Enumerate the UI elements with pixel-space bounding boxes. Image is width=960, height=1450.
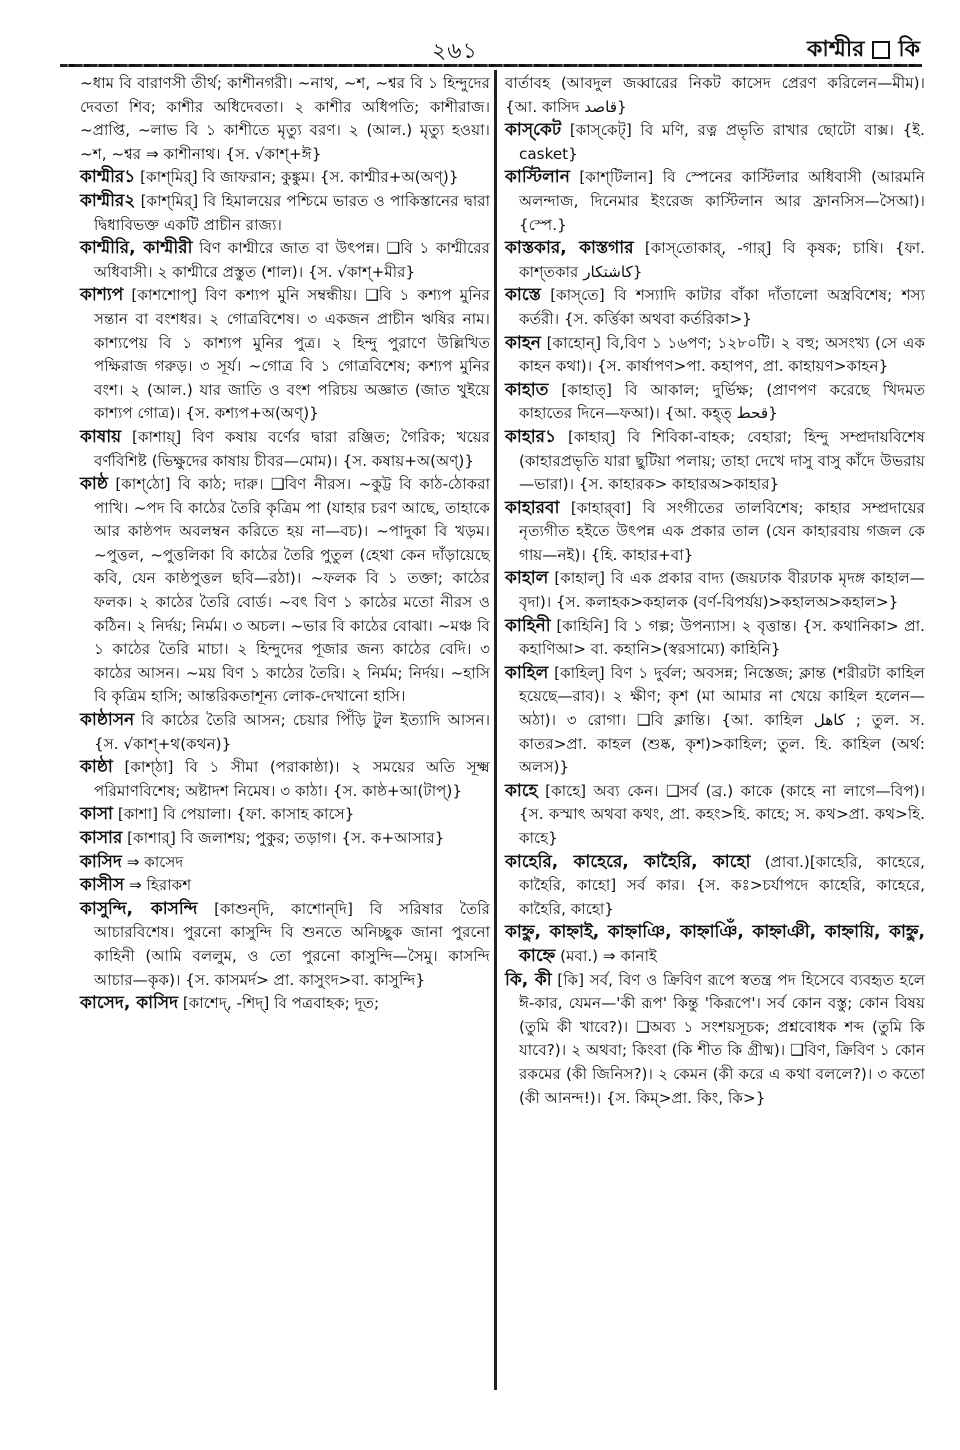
dictionary-entry <box>505 969 925 1111</box>
entry-definition: [কি] সর্ব, বিণ ও ক্রিবিণ রূপে স্বতন্ত্র পদ হিসেবে ব্যবহৃত হলে ঈ-কার, যেমন—'কী রূপ' কিন্তু 'কিরূপে'। সর্ব কোন বস্তু; কোন বিষয় (তুমি কী খাবে?)। ❑অব্য ১ সংশয়সূচক; প্রশ্নবোধক শব্দ (তুমি কি যাবে?)। ২ অথবা; কিংবা (কি শীত কি গ্রীষ্ম)। ❑বিণ, ক্রিবিণ ১ কোন রকমের (কী জিনিস?)। ২ কেমন (কী করে এ কথা বললে?)। ৩ কতো (কী আনন্দ!)। {স. কিম্‌>প্রা. কিং, কি>} <box>519 970 926 1107</box>
dictionary-entry <box>80 72 490 166</box>
entry-headword: কাহে <box>505 780 538 801</box>
dictionary-entry <box>505 72 925 119</box>
dictionary-entry <box>505 851 925 922</box>
entry-headword: কাষ্ঠা <box>80 757 113 778</box>
column-divider <box>494 70 497 1390</box>
entry-definition: [কাশুন্‌দি, কাশোন্‌দি] বি সরিষার তৈরি আচারবিশেষ। পুরনো কাসুন্দি বি শুনতে অনিচ্ছুক জানা পুরনো কাহিনী (আমি বললুম, ও তো পুরনো কাসুন্দি—সৈমু। কাসন্দি আচার—কৃক)। {স. কাসমর্দ> প্রা. কাসুংদ>বা. কাসুন্দি} <box>94 899 490 989</box>
entry-definition: [কাশ্‌মির্‌] বি হিমালয়ের পশ্চিমে ভারত ও পাকিস্তানের দ্বারা দ্বিধাবিভক্ত একটি প্রাচীন রাজ্য। <box>94 191 491 234</box>
dictionary-entry <box>505 237 925 284</box>
right-column <box>505 72 925 1110</box>
entry-definition: [কাহিনি] বি ১ গল্প; উপন্যাস। ২ বৃত্তান্ত। {স. কথানিকা> প্রা. কহাণিআ> বা. কহানি>(স্বরসাম্যে) কাহিনি} <box>519 616 925 659</box>
entry-definition: [কাশ্‌টিলান] বি স্পেনের কাস্টিলার অধিবাসী (আরমনি অলন্দাজ, দিনেমার ইংরেজ কাস্টিলান আর ফ্রানসিস—সৈআ)। {স্পে.} <box>519 168 925 234</box>
entry-headword: কাহার১ <box>505 426 557 447</box>
entry-definition: [কাহাত্‌] বি আকাল; দুর্ভিক্ষ; (প্রাণপণ করেছে খিদমত কাহাতের দিনে—ফআ)। {আ. কহ্‌ত্‌ قحط} <box>519 380 925 423</box>
entry-definition: [কাশ্‌ঠা] বি ১ সীমা (পরাকাষ্ঠা)। ২ সময়ের অতি সূক্ষ্ম পরিমাণবিশেষ; অষ্টাদশ নিমেষ। ৩ কাঠা। {স. কাষ্ঠ+আ(টাপ্‌)} <box>94 758 490 800</box>
dictionary-entry <box>505 497 925 568</box>
entry-headword: কাহন <box>505 332 541 353</box>
entry-definition: [কাহিল্‌] বিণ ১ দুর্বল; অবসন্ন; নিস্তেজ; ক্লান্ত (শরীরটা কাহিল হয়েছে—রাব)। ২ ক্ষীণ; কৃশ (মা আমার না খেয়ে কাহিল হলেন—অঠা)। ৩ রোগা। ❑বি ক্লান্তি। {আ. কাহিল كاهل ; তুল. স. কাতর>প্রা. কাহল (শুষ্ক, কৃশ)>কাহিল; তুল. হি. কাহিল (অর্থ: অলস)} <box>519 663 926 777</box>
entry-definition: বিণ কাশ্মীরে জাত বা উৎপন্ন। ❑বি ১ কাশ্মীরের অধিবাসী। ২ কাশ্মীরে প্রস্তুত (শাল)। {স. √কাশ্‌+মীর} <box>94 239 490 281</box>
entry-definition: [কাশেদ্‌, -শিদ্‌] বি পত্রবাহক; দূত; <box>182 994 380 1013</box>
entry-definition: বি কাঠের তৈরি আসন; চেয়ার পিঁড়ি টুল ইত্যাদি আসন। {স. √কাশ্‌+থ(কথন)} <box>94 711 491 753</box>
dictionary-entry <box>505 615 925 662</box>
dictionary-entry <box>80 473 490 709</box>
page-header <box>60 30 920 62</box>
dictionary-entry <box>505 780 925 851</box>
entry-headword: কাসিদ <box>80 851 122 872</box>
page-number: ২৬১ <box>432 39 478 64</box>
dictionary-entry <box>80 237 490 284</box>
entry-headword: কাস্তকার, কাস্তগার <box>505 238 634 259</box>
dictionary-entry <box>80 803 490 827</box>
entry-headword: কাস্তে <box>505 285 541 306</box>
entry-headword: কাশ্যপ <box>80 285 124 306</box>
entry-definition: [কাশ্‌মির্‌] বি জাফরান; কুঙ্কুম। {স. কাশ্মীর+অ(অণ্‌)} <box>140 168 459 187</box>
dictionary-entry <box>80 190 490 237</box>
dictionary-entry <box>505 379 925 426</box>
dictionary-entry <box>505 332 925 379</box>
entry-definition: ⇒ কাসেদ <box>126 852 184 871</box>
entry-definition: [কাশা] বি পেয়ালা। {ফা. কাসাহ কাসে} <box>117 805 355 824</box>
entry-definition: ⇒ হিরাকশ <box>128 876 192 895</box>
entry-headword: কাষায় <box>80 426 122 447</box>
header-rule <box>60 64 922 67</box>
dictionary-entry <box>505 284 925 331</box>
dictionary-entry <box>505 921 925 968</box>
dictionary-entry <box>505 567 925 614</box>
entry-headword: কাসার <box>80 828 123 848</box>
entry-definition: [কাস্‌কেট্‌] বি মণি, রত্ন প্রভৃতি রাখার ছোটো বাক্স। {ই. casket} <box>519 121 926 163</box>
entry-definition: [কাহোন্‌] বি,বিণ ১ ১৬পণ; ১২৮০টি। ২ বহু; অসংখ্য (সে এক কাহন কথা)। {স. কার্ষাপণ>পা. কহাপণ, প্রা. কাহায়ণ>কাহন} <box>519 333 926 376</box>
dictionary-entry <box>80 827 490 851</box>
entry-headword: কাশ্মীর১ <box>80 167 136 188</box>
entry-definition: [কাহাল্‌] বি এক প্রকার বাদ্য (জয়ঢাক বীরঢাক মৃদঙ্গ কাহাল—বৃদা)। {স. কলাহক>কহালক (বর্ণ-বিপর্যয়)>কহালঅ>কহাল>} <box>519 569 925 612</box>
entry-definition: (প্রাবা.)[কাহেরি, কাহেরে, কাহৈরি, কাহো] সর্ব কার। {স. কঃ>চর্যাপদে কাহেরি, কাহেরে, কাহৈরি, কাহো} <box>519 852 925 918</box>
entry-definition: [কাশায়্‌] বিণ কষায় বর্ণের দ্বারা রঞ্জিত; গৈরিক; খয়ের বর্ণবিশিষ্ট (ভিক্ষুদের কাষায় চীবর—মোম)। {স. কষায়+অ(অণ্‌)} <box>94 427 490 470</box>
entry-definition: [কাশশোপ্‌] বিণ কশ্যপ মুনি সম্বন্ধীয়। ❑বি ১ কশ্যপ মুনির সন্তান বা বংশধর। ২ গোত্রবিশেষ। ৩ একজন প্রাচীন ঋষির নাম। কাশ্যপেয় বি ১ কাশ্যপ মুনির পুত্র। ২ হিন্দু পুরাণে উল্লিখিত পক্ষিরাজ গরুড়। ৩ সূর্য। ~গোত্র বি ১ গোত্রবিশেষ; কশ্যপ মুনির বংশ। ২ (আল.) যার জাতি ও বংশ পরিচয় অজ্ঞাত (জাত খুইয়ে কাশ্যপ গোত্র)। {স. কশ্যপ+অ(অণ্‌)} <box>94 286 491 423</box>
dictionary-entry <box>505 166 925 237</box>
entry-headword: কাস্‌কেট <box>505 120 562 141</box>
entry-headword: কাহেরি, কাহেরে, কাহৈরি, কাহো <box>505 851 751 872</box>
entry-definition: ~ধাম বি বারাণসী তীর্থ; কাশীনগরী। ~নাথ, ~শ, ~শ্বর বি ১ হিন্দুদের দেবতা শিব; কাশীর অধিদেবতা। ২ কাশীর অধিপতি; কাশীরাজ। ~প্রাপ্তি, ~লাভ বি ১ কাশীতে মৃত্যু বরণ। ২ (আল.) মৃত্যু হওয়া। ~শ, ~শ্বর ⇒ কাশীনাথ। {স. √কাশ্‌+ঈ} <box>80 74 490 163</box>
dictionary-entry <box>80 851 490 875</box>
dictionary-entry <box>80 898 490 992</box>
entry-headword: কাসা <box>80 804 113 825</box>
entry-definition: বার্তাবহ (আবদুল জব্বারের নিকট কাসেদ প্রেরণ করিলেন—মীম)। {আ. কাসিদ قاصد} <box>505 74 925 116</box>
dictionary-entry <box>80 874 490 898</box>
dictionary-entry <box>505 426 925 497</box>
entry-definition: [কাহার্‌বা] বি সংগীতের তালবিশেষ; কাহার সম্প্রদায়ের নৃত্যগীত হইতে উৎপন্ন এক প্রকার তাল (যেন কাহারবায় গজল কে গায়—নই)। {হি. কাহার+বা} <box>519 498 926 564</box>
entry-headword: কাহারবা <box>505 497 560 518</box>
entry-definition: [কাশার্‌] বি জলাশয়; পুকুর; তড়াগ। {স. ক+আসার} <box>127 829 445 847</box>
dictionary-entry <box>80 992 490 1016</box>
entry-headword: কাসীস <box>80 875 125 896</box>
entry-headword: কাষ্ঠ <box>80 474 108 495</box>
entry-headword: কাশ্মীরি, কাশ্মীরী <box>80 238 193 259</box>
guide-word-left: কাশ্মীর <box>807 37 865 62</box>
dictionary-entry <box>80 284 490 426</box>
entry-headword: কাহিল <box>505 662 549 683</box>
entry-headword: কাহিনী <box>505 615 551 636</box>
entry-headword: কাহাল <box>505 568 549 589</box>
entry-definition: (মবা.) ⇒ কানাই <box>560 946 657 965</box>
dictionary-entry <box>505 119 925 166</box>
dictionary-entry <box>80 166 490 190</box>
dictionary-entry <box>80 426 490 473</box>
dictionary-entry <box>80 756 490 803</box>
entry-definition: [কাহে] অব্য কেন। ❑সর্ব (ব্র.) কাকে (কাহে না লাগে—বিপ)। {স. কস্মাৎ অথবা কথং, প্রা. কহং>হি. কাহে; স. কথ>প্রা. কথ>হি. কাহে} <box>519 781 925 847</box>
entry-headword: কাসুন্দি, কাসন্দি <box>80 898 198 919</box>
guide-word-right: কি <box>898 37 920 62</box>
dictionary-entry <box>505 662 925 780</box>
entry-definition: [কাশ্‌ঠো] বি কাঠ; দারু। ❑বিণ নীরস। ~কুট্ট বি কাঠ-ঠোকরা পাখি। ~পদ বি কাঠের তৈরি কৃত্রিম পা (যাহার চরণ আছে, তাহাকে আর কাষ্ঠপদ অবলম্বন করিতে হয় না—বচ)। ~পাদুকা বি খড়ম। ~পুত্তল, ~পুত্তলিকা বি কাঠের তৈরি পুতুল (হেথা কেন দাঁড়ায়েছে কবি, যেন কাষ্ঠপুত্তল ছবি—রঠা)। ~ফলক বি ১ তক্তা; কাঠের ফলক। ২ কাঠের তৈরি বোর্ড। ~বৎ বিণ ১ কাঠের মতো নীরস ও কঠিন। ২ নির্দয়; নির্মম। ৩ অচল। ~ভার বি কাঠের বোঝা। ~মঞ্চ বি ১ কাঠের তৈরি মাচা। ২ হিন্দুদের পূজার জন্য কাঠের বেদি। ৩ কাঠের আসন। ~ময় বিণ ১ কাঠের তৈরি। ২ নির্মম; নির্দয়। ~হাসি বি কৃত্রিম হাসি; আন্তরিকতাশূন্য লোক-দেখানো হাসি। <box>94 475 490 706</box>
entry-headword: কাষ্ঠাসন <box>80 710 135 731</box>
entry-headword: কাস্টিলান <box>505 167 570 188</box>
entry-definition: [কাস্‌তোকার্‌, -গার্‌] বি কৃষক; চাষি। {ফা. কাশ্‌তকার کاشتکار} <box>519 239 925 281</box>
left-column <box>80 72 490 1016</box>
entry-headword: কাশ্মীর২ <box>80 190 136 211</box>
entry-definition: [কাস্‌তে] বি শস্যাদি কাটার বাঁকা দাঁতালো অস্ত্রবিশেষ; শস্য কর্তরী। {স. কর্ত্তিকা অথবা কর্তরিকা>} <box>519 286 925 328</box>
entry-definition: [কাহার্‌] বি শিবিকা-বাহক; বেহারা; হিন্দু সম্প্রদায়বিশেষ (কাহারপ্রভৃতি যারা ছুটিয়া পলায়; তাহা দেখে দাসু বাসু কাঁদে উভরায়—ভারা)। {স. কাহারক> কাহারঅ>কাহার} <box>519 427 926 494</box>
entry-headword: কাহাত <box>505 379 549 400</box>
separator-box-icon <box>872 41 890 59</box>
entry-headword: কাহ্নু, কাহ্নাই, কাহ্নাঞি, কাহ্নাঞিঁ, কাহ্নাঞী, কাহ্নায়ি, কাহ্নু, কাহ্নে <box>505 922 925 966</box>
entry-headword: কাসেদ, কাসিদ <box>80 993 179 1014</box>
entry-headword: কি, কী <box>505 969 552 990</box>
dictionary-entry <box>80 709 490 756</box>
